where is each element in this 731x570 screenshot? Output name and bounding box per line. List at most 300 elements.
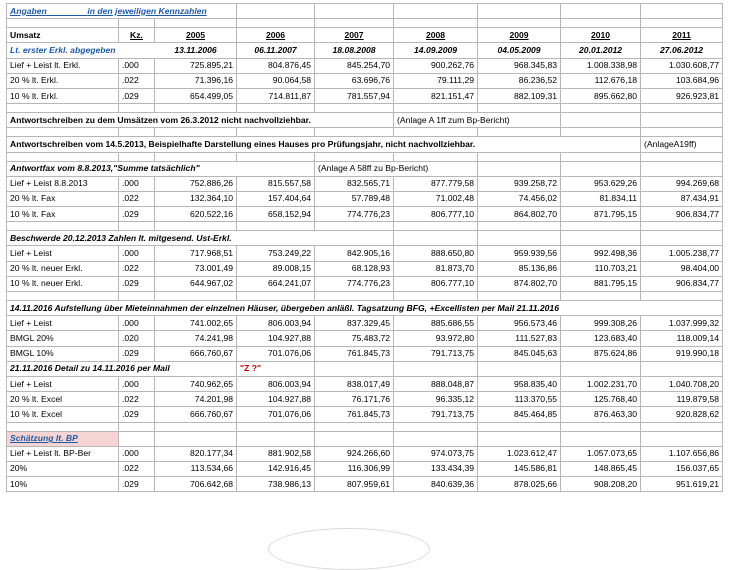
kz-code: .000 [119, 58, 155, 73]
empty-cell [394, 292, 478, 301]
empty-cell [561, 104, 641, 113]
value-cell: 76.171,76 [315, 392, 394, 407]
value-cell: 806.003,94 [237, 376, 315, 391]
value-cell: 885.686,55 [394, 316, 478, 331]
submission-date: 14.09.2009 [394, 43, 478, 58]
kz-code: .000 [119, 376, 155, 391]
empty-cell [237, 431, 315, 446]
table-row [7, 58, 723, 73]
empty-cell [561, 152, 641, 161]
title-right: in den jeweiligen Kennzahlen [87, 5, 207, 16]
empty-cell [561, 222, 641, 231]
header-row [7, 28, 723, 43]
empty-cell [478, 152, 561, 161]
spacer-row [7, 128, 723, 137]
spacer-row [7, 152, 723, 161]
year-header: 2010 [561, 28, 641, 43]
empty-cell [641, 231, 723, 246]
empty-cell [155, 422, 237, 431]
section-title-row [7, 301, 723, 316]
row-label: 20 % lt. Excel [7, 392, 119, 407]
row-label: 10 % lt. neuer Erkl. [7, 276, 119, 291]
empty-cell [119, 431, 155, 446]
empty-cell [394, 104, 478, 113]
value-cell: 1.040.708,20 [641, 376, 723, 391]
table-row [7, 446, 723, 461]
value-cell: 821.151,47 [394, 88, 478, 103]
empty-cell [119, 292, 155, 301]
value-cell: 81.834,11 [561, 191, 641, 206]
empty-cell [641, 292, 723, 301]
value-cell: 900.262,76 [394, 58, 478, 73]
submission-date: 13.11.2006 [155, 43, 237, 58]
value-cell: 85.136,86 [478, 261, 561, 276]
value-cell: 103.684,96 [641, 73, 723, 88]
kz-code: .000 [119, 246, 155, 261]
empty-cell [315, 152, 394, 161]
empty-cell [394, 152, 478, 161]
row-label: 20 % lt. Fax [7, 191, 119, 206]
value-cell: 123.683,40 [561, 331, 641, 346]
value-cell: 994.269,68 [641, 176, 723, 191]
table-row [7, 376, 723, 391]
value-cell: 953.629,26 [561, 176, 641, 191]
empty-cell [641, 222, 723, 231]
empty-cell [315, 128, 394, 137]
empty-cell [394, 431, 478, 446]
empty-cell [478, 4, 561, 19]
year-header: 2009 [478, 28, 561, 43]
empty-cell [237, 19, 315, 28]
note-antwort2: Antwortschreiben vom 14.5.2013, Beispielhafte Darstellung eines Hauses pro Prüfungsjahr, nicht nachvollziehbar. [7, 137, 641, 152]
note-row [7, 113, 723, 128]
value-cell: 63.696,76 [315, 73, 394, 88]
note-antwort2-ref: (AnlageA19ff) [641, 137, 723, 152]
value-cell: 774.776,23 [315, 207, 394, 222]
empty-cell [315, 422, 394, 431]
empty-cell [315, 19, 394, 28]
value-cell: 113.534,66 [155, 461, 237, 476]
value-cell: 906.834,77 [641, 276, 723, 291]
value-cell: 1.023.612,47 [478, 446, 561, 461]
value-cell: 125.768,40 [561, 392, 641, 407]
empty-cell [478, 231, 561, 246]
empty-cell [237, 128, 315, 137]
value-cell: 96.335,12 [394, 392, 478, 407]
empty-cell [561, 292, 641, 301]
kz-code: .020 [119, 331, 155, 346]
year-header: 2007 [315, 28, 394, 43]
submission-date: 18.08.2008 [315, 43, 394, 58]
row-label: Lief + Leist 8.8.2013 [7, 176, 119, 191]
value-cell: 874.802,70 [478, 276, 561, 291]
kz-code: .029 [119, 207, 155, 222]
value-cell: 116.306,99 [315, 461, 394, 476]
empty-cell [394, 231, 478, 246]
empty-cell [315, 104, 394, 113]
value-cell: 148.865,45 [561, 461, 641, 476]
empty-cell [394, 222, 478, 231]
value-cell: 133.434,39 [394, 461, 478, 476]
empty-cell [641, 113, 723, 128]
value-cell: 791.713,75 [394, 407, 478, 422]
empty-cell [119, 422, 155, 431]
empty-cell [641, 152, 723, 161]
empty-cell [7, 222, 119, 231]
empty-cell [315, 4, 394, 19]
row-label: 20% [7, 461, 119, 476]
empty-cell [561, 4, 641, 19]
value-cell: 761.845,73 [315, 407, 394, 422]
section-title: Schätzung lt. BP [7, 431, 119, 446]
value-cell: 838.017,49 [315, 376, 394, 391]
spacer-row [7, 422, 723, 431]
empty-cell [155, 152, 237, 161]
row-label: BMGL 20% [7, 331, 119, 346]
title-left: Angaben [10, 5, 47, 16]
kz-code: .029 [119, 477, 155, 492]
value-cell: 81.873,70 [394, 261, 478, 276]
section-title: 14.11.2016 Aufstellung über Mieteinnahmen der einzelnen Häuser, übergeben anläßl. Tagsatzung BFG, +Excellisten per Mail 21.11.2016 [7, 301, 723, 316]
value-cell: 717.968,51 [155, 246, 237, 261]
value-cell: 791.713,75 [394, 346, 478, 361]
value-cell: 142.916,45 [237, 461, 315, 476]
value-cell: 119.879,58 [641, 392, 723, 407]
value-cell: 738.986,13 [237, 477, 315, 492]
empty-cell [478, 361, 561, 376]
value-cell: 920.828,62 [641, 407, 723, 422]
kz-header: Kz. [119, 28, 155, 43]
table-row [7, 407, 723, 422]
empty-cell [641, 431, 723, 446]
value-cell: 666.760,67 [155, 407, 237, 422]
umsatz-header: Umsatz [7, 28, 119, 43]
value-cell: 881.902,58 [237, 446, 315, 461]
value-cell: 701.076,06 [237, 407, 315, 422]
value-cell: 807.959,61 [315, 477, 394, 492]
section-flag: "Z ?" [237, 361, 315, 376]
erkl-label: Lt. erster Erkl. abgegeben [7, 43, 155, 58]
value-cell: 71.002,48 [394, 191, 478, 206]
submission-date: 04.05.2009 [478, 43, 561, 58]
value-cell: 706.642,68 [155, 477, 237, 492]
value-cell: 725.895,21 [155, 58, 237, 73]
table-row [7, 331, 723, 346]
title-row [7, 4, 723, 19]
value-cell: 871.795,15 [561, 207, 641, 222]
table-row [7, 346, 723, 361]
empty-cell [315, 431, 394, 446]
year-header: 2006 [237, 28, 315, 43]
kz-code: .000 [119, 446, 155, 461]
empty-cell [641, 128, 723, 137]
empty-cell [478, 128, 561, 137]
section-title-row [7, 231, 723, 246]
kz-code: .022 [119, 261, 155, 276]
value-cell: 958.835,40 [478, 376, 561, 391]
value-cell: 98.404,00 [641, 261, 723, 276]
table-row [7, 261, 723, 276]
empty-cell [561, 113, 641, 128]
row-label: Lief + Leist lt. BP-Ber [7, 446, 119, 461]
empty-cell [155, 222, 237, 231]
value-cell: 1.002.231,70 [561, 376, 641, 391]
value-cell: 882.109,31 [478, 88, 561, 103]
kz-code: .029 [119, 407, 155, 422]
empty-cell [394, 128, 478, 137]
kz-code: .029 [119, 88, 155, 103]
value-cell: 79.111,29 [394, 73, 478, 88]
value-cell: 132.364,10 [155, 191, 237, 206]
value-cell: 87.434,91 [641, 191, 723, 206]
note-antwort1: Antwortschreiben zu dem Umsätzen vom 26.3.2012 nicht nachvollziehbar. [7, 113, 394, 128]
value-cell: 1.057.073,65 [561, 446, 641, 461]
submission-date: 27.06.2012 [641, 43, 723, 58]
table-row [7, 207, 723, 222]
spacer-row [7, 292, 723, 301]
empty-cell [7, 152, 119, 161]
year-header: 2008 [394, 28, 478, 43]
value-cell: 741.002,65 [155, 316, 237, 331]
empty-cell [237, 152, 315, 161]
value-cell: 73.001,49 [155, 261, 237, 276]
empty-cell [394, 361, 478, 376]
value-cell: 804.876,45 [237, 58, 315, 73]
value-cell: 118.009,14 [641, 331, 723, 346]
row-label: BMGL 10% [7, 346, 119, 361]
spacer-row [7, 104, 723, 113]
empty-cell [478, 161, 561, 176]
value-cell: 878.025,66 [478, 477, 561, 492]
value-cell: 832.565,71 [315, 176, 394, 191]
value-cell: 1.030.608,77 [641, 58, 723, 73]
empty-cell [478, 222, 561, 231]
value-cell: 740.962,65 [155, 376, 237, 391]
empty-cell [641, 422, 723, 431]
value-cell: 840.639,36 [394, 477, 478, 492]
kz-code: .022 [119, 392, 155, 407]
empty-cell [641, 161, 723, 176]
empty-cell [315, 292, 394, 301]
value-cell: 875.624,86 [561, 346, 641, 361]
empty-cell [394, 422, 478, 431]
value-cell: 93.972,80 [394, 331, 478, 346]
value-cell: 895.662,80 [561, 88, 641, 103]
table-row [7, 477, 723, 492]
value-cell: 806.777,10 [394, 207, 478, 222]
empty-cell [478, 19, 561, 28]
value-cell: 104.927,88 [237, 392, 315, 407]
value-cell: 701.076,06 [237, 346, 315, 361]
spacer-row [7, 222, 723, 231]
section-title: 21.11.2016 Detail zu 14.11.2016 per Mail [7, 361, 237, 376]
table-row [7, 276, 723, 291]
value-cell: 75.483,72 [315, 331, 394, 346]
kz-code: .029 [119, 346, 155, 361]
value-cell: 752.886,26 [155, 176, 237, 191]
empty-cell [237, 422, 315, 431]
kz-code: .000 [119, 316, 155, 331]
value-cell: 753.249,22 [237, 246, 315, 261]
revenue-table [6, 3, 723, 492]
value-cell: 620.522,16 [155, 207, 237, 222]
value-cell: 951.619,21 [641, 477, 723, 492]
empty-cell [237, 4, 315, 19]
kz-code: .022 [119, 191, 155, 206]
empty-cell [478, 431, 561, 446]
kz-code: .000 [119, 176, 155, 191]
table-row [7, 73, 723, 88]
empty-cell [119, 128, 155, 137]
empty-cell [119, 104, 155, 113]
empty-cell [641, 4, 723, 19]
value-cell: 845.464,85 [478, 407, 561, 422]
value-cell: 956.573,46 [478, 316, 561, 331]
value-cell: 815.557,58 [237, 176, 315, 191]
table-row [7, 88, 723, 103]
table-row [7, 461, 723, 476]
value-cell: 774.776,23 [315, 276, 394, 291]
value-cell: 666.760,67 [155, 346, 237, 361]
value-cell: 926.923,81 [641, 88, 723, 103]
table-row [7, 316, 723, 331]
value-cell: 806.777,10 [394, 276, 478, 291]
value-cell: 654.499,05 [155, 88, 237, 103]
section-title-row [7, 361, 723, 376]
value-cell: 881.795,15 [561, 276, 641, 291]
value-cell: 820.177,34 [155, 446, 237, 461]
value-cell: 1.037.999,32 [641, 316, 723, 331]
value-cell: 806.003,94 [237, 316, 315, 331]
value-cell: 959.939,56 [478, 246, 561, 261]
empty-cell [561, 422, 641, 431]
empty-cell [237, 292, 315, 301]
value-cell: 112.676,18 [561, 73, 641, 88]
row-label: 20 % lt. Erkl. [7, 73, 119, 88]
value-cell: 845.045,63 [478, 346, 561, 361]
empty-cell [478, 104, 561, 113]
empty-cell [641, 361, 723, 376]
spacer-row [7, 19, 723, 28]
empty-cell [119, 152, 155, 161]
value-cell: 888.048,87 [394, 376, 478, 391]
row-label: 10 % lt. Excel [7, 407, 119, 422]
value-cell: 658.152,94 [237, 207, 315, 222]
value-cell: 924.266,60 [315, 446, 394, 461]
value-cell: 74.241,98 [155, 331, 237, 346]
empty-cell [7, 104, 119, 113]
note-antwort1-ref: (Anlage A 1ff zum Bp-Bericht) [394, 113, 561, 128]
empty-cell [7, 422, 119, 431]
row-label: Lief + Leist [7, 376, 119, 391]
table-row [7, 176, 723, 191]
empty-cell [394, 4, 478, 19]
row-label: 10 % lt. Fax [7, 207, 119, 222]
value-cell: 842.905,16 [315, 246, 394, 261]
spreadsheet [6, 3, 722, 492]
kz-code: .022 [119, 73, 155, 88]
value-cell: 157.404,64 [237, 191, 315, 206]
value-cell: 864.802,70 [478, 207, 561, 222]
value-cell: 837.329,45 [315, 316, 394, 331]
row-label: 10 % lt. Erkl. [7, 88, 119, 103]
empty-cell [315, 222, 394, 231]
section-title: Beschwerde 20.12.2013 Zahlen lt. mitgesend. Ust-Erkl. [7, 231, 394, 246]
empty-cell [641, 104, 723, 113]
empty-cell [641, 19, 723, 28]
value-cell: 876.463,30 [561, 407, 641, 422]
value-cell: 89.008,15 [237, 261, 315, 276]
value-cell: 68.128,93 [315, 261, 394, 276]
empty-cell [155, 431, 237, 446]
empty-cell [478, 292, 561, 301]
empty-cell [155, 19, 237, 28]
empty-cell [7, 19, 119, 28]
value-cell: 74.201,98 [155, 392, 237, 407]
empty-cell [119, 19, 155, 28]
value-cell: 919.990,18 [641, 346, 723, 361]
watermark-arc [268, 528, 430, 570]
empty-cell [561, 431, 641, 446]
submission-date: 20.01.2012 [561, 43, 641, 58]
year-header: 2005 [155, 28, 237, 43]
submission-date: 06.11.2007 [237, 43, 315, 58]
empty-cell [7, 292, 119, 301]
value-cell: 57.789,48 [315, 191, 394, 206]
value-cell: 1.005.238,77 [641, 246, 723, 261]
kz-code: .029 [119, 276, 155, 291]
empty-cell [561, 161, 641, 176]
empty-cell [155, 292, 237, 301]
value-cell: 845.254,70 [315, 58, 394, 73]
year-header: 2011 [641, 28, 723, 43]
erkl-date-row [7, 43, 723, 58]
empty-cell [155, 104, 237, 113]
section-ref: (Anlage A 58ff zu Bp-Bericht) [315, 161, 478, 176]
value-cell: 110.703,21 [561, 261, 641, 276]
value-cell: 974.073,75 [394, 446, 478, 461]
row-label: 20 % lt. neuer Erkl. [7, 261, 119, 276]
kz-code: .022 [119, 461, 155, 476]
value-cell: 888.650,80 [394, 246, 478, 261]
value-cell: 781.557,94 [315, 88, 394, 103]
value-cell: 664.241,07 [237, 276, 315, 291]
value-cell: 1.008.338,98 [561, 58, 641, 73]
value-cell: 908.208,20 [561, 477, 641, 492]
empty-cell [394, 19, 478, 28]
empty-cell [561, 231, 641, 246]
table-row [7, 191, 723, 206]
row-label: Lief + Leist [7, 246, 119, 261]
row-label: Lief + Leist lt. Erkl. [7, 58, 119, 73]
value-cell: 761.845,73 [315, 346, 394, 361]
section-title-row [7, 431, 723, 446]
table-row [7, 392, 723, 407]
section-title-row [7, 161, 723, 176]
empty-cell [561, 19, 641, 28]
row-label: Lief + Leist [7, 316, 119, 331]
value-cell: 714.811,87 [237, 88, 315, 103]
empty-cell [155, 128, 237, 137]
empty-cell [7, 128, 119, 137]
value-cell: 111.527,83 [478, 331, 561, 346]
section-title: Antwortfax vom 8.8.2013,"Summe tatsächlich" [7, 161, 315, 176]
value-cell: 968.345,83 [478, 58, 561, 73]
empty-cell [237, 222, 315, 231]
empty-cell [315, 361, 394, 376]
table-row [7, 246, 723, 261]
value-cell: 992.498,36 [561, 246, 641, 261]
